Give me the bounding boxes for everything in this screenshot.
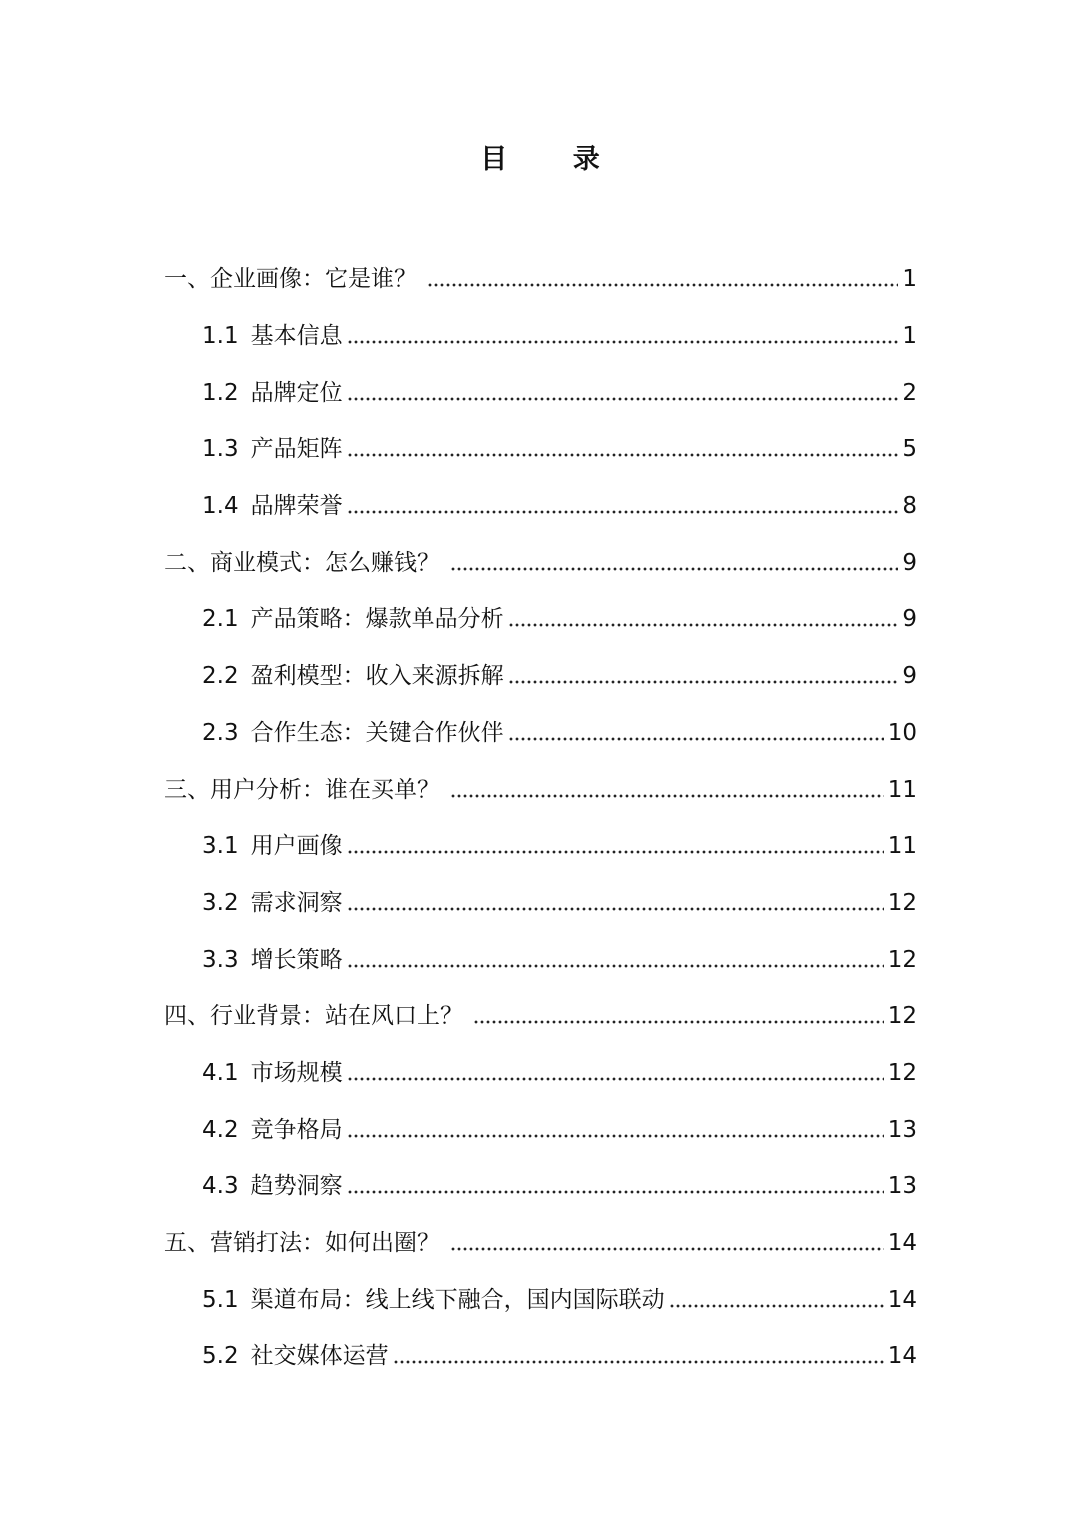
entry-number: 2.1 <box>202 606 239 633</box>
toc-section-entry[interactable] <box>164 931 917 988</box>
dot-leader <box>450 793 884 799</box>
entry-number: 4.2 <box>202 1116 239 1143</box>
dot-leader <box>347 849 884 855</box>
entry-title: 五、营销打法：如何出圈？ <box>164 1230 440 1257</box>
entry-page-number: 12 <box>887 946 917 973</box>
toc-chapter-entry[interactable] <box>164 534 917 591</box>
entry-title: 一、企业画像：它是谁？ <box>164 266 417 293</box>
dot-leader <box>347 1189 884 1195</box>
toc-section-entry[interactable] <box>164 364 917 421</box>
entry-page-number: 12 <box>887 889 917 916</box>
entry-page-number: 12 <box>887 1003 917 1030</box>
toc-section-entry[interactable] <box>164 1271 917 1328</box>
toc-section-entry[interactable] <box>164 1101 917 1158</box>
dot-leader <box>450 1246 884 1252</box>
toc-section-entry[interactable] <box>164 648 917 705</box>
entry-number: 5.1 <box>202 1286 239 1313</box>
entry-page-number: 10 <box>887 719 917 746</box>
entry-number: 3.2 <box>202 889 239 916</box>
entry-page-number: 11 <box>887 833 917 860</box>
toc-chapter-entry[interactable] <box>164 761 917 818</box>
entry-title: 产品矩阵 <box>250 436 343 463</box>
entry-title: 竞争格局 <box>250 1116 343 1143</box>
entry-title: 趋势洞察 <box>250 1173 343 1200</box>
entry-number: 4.1 <box>202 1059 239 1086</box>
entry-page-number: 8 <box>902 493 917 520</box>
entry-page-number: 2 <box>902 379 917 406</box>
dot-leader <box>347 396 899 402</box>
toc-section-entry[interactable] <box>164 705 917 762</box>
dot-leader <box>450 566 898 572</box>
dot-leader <box>508 736 884 742</box>
entry-title: 需求洞察 <box>250 889 343 916</box>
entry-title: 盈利模型：收入来源拆解 <box>250 663 504 690</box>
entry-page-number: 9 <box>902 549 917 576</box>
dot-leader <box>393 1359 884 1365</box>
entry-title: 产品策略：爆款单品分析 <box>250 606 504 633</box>
entry-title: 三、用户分析：谁在买单？ <box>164 776 440 803</box>
entry-number: 5.2 <box>202 1343 239 1370</box>
entry-page-number: 13 <box>887 1116 917 1143</box>
entry-number: 2.2 <box>202 663 239 690</box>
toc-chapter-entry[interactable] <box>164 251 917 308</box>
entry-number: 1.2 <box>202 379 239 406</box>
toc-chapter-entry[interactable] <box>164 1215 917 1272</box>
toc-section-entry[interactable] <box>164 478 917 535</box>
dot-leader <box>508 679 899 685</box>
entry-page-number: 9 <box>902 663 917 690</box>
entry-page-number: 11 <box>887 776 917 803</box>
entry-number: 1.1 <box>202 323 239 350</box>
entry-title: 市场规模 <box>250 1059 343 1086</box>
toc-section-entry[interactable] <box>164 1158 917 1215</box>
entry-page-number: 14 <box>887 1286 917 1313</box>
entry-title: 渠道布局：线上线下融合，国内国际联动 <box>250 1286 665 1313</box>
entry-number: 3.3 <box>202 946 239 973</box>
entry-title: 四、行业背景：站在风口上？ <box>164 1003 463 1030</box>
entry-title: 基本信息 <box>250 323 343 350</box>
entry-title: 社交媒体运营 <box>250 1343 389 1370</box>
dot-leader <box>347 509 899 515</box>
entry-title: 二、商业模式：怎么赚钱？ <box>164 549 440 576</box>
toc-section-entry[interactable] <box>164 421 917 478</box>
entry-title: 增长策略 <box>250 946 343 973</box>
dot-leader <box>347 1133 884 1139</box>
dot-leader <box>347 339 899 345</box>
toc-section-entry[interactable] <box>164 1045 917 1102</box>
entry-number: 1.4 <box>202 493 239 520</box>
dot-leader <box>347 1076 884 1082</box>
toc-chapter-entry[interactable] <box>164 988 917 1045</box>
toc-section-entry[interactable] <box>164 308 917 365</box>
entry-page-number: 9 <box>902 606 917 633</box>
toc-section-entry[interactable] <box>164 875 917 932</box>
toc-section-entry[interactable] <box>164 591 917 648</box>
entry-title: 品牌荣誉 <box>250 493 343 520</box>
dot-leader <box>427 282 898 288</box>
entry-title: 品牌定位 <box>250 379 343 406</box>
dot-leader <box>669 1303 884 1309</box>
dot-leader <box>473 1019 884 1025</box>
dot-leader <box>347 452 899 458</box>
entry-page-number: 13 <box>887 1173 917 1200</box>
entry-page-number: 14 <box>887 1230 917 1257</box>
table-of-contents <box>164 251 917 1385</box>
entry-title: 合作生态：关键合作伙伴 <box>250 719 504 746</box>
entry-page-number: 14 <box>887 1343 917 1370</box>
page-title: 目 录 <box>480 144 628 175</box>
entry-number: 1.3 <box>202 436 239 463</box>
toc-section-entry[interactable] <box>164 1328 917 1385</box>
entry-number: 2.3 <box>202 719 239 746</box>
entry-page-number: 1 <box>902 323 917 350</box>
entry-page-number: 1 <box>902 266 917 293</box>
entry-page-number: 12 <box>887 1059 917 1086</box>
entry-number: 3.1 <box>202 833 239 860</box>
toc-section-entry[interactable] <box>164 818 917 875</box>
dot-leader <box>347 906 884 912</box>
dot-leader <box>508 622 899 628</box>
dot-leader <box>347 963 884 969</box>
entry-title: 用户画像 <box>250 833 343 860</box>
entry-number: 4.3 <box>202 1173 239 1200</box>
entry-page-number: 5 <box>902 436 917 463</box>
